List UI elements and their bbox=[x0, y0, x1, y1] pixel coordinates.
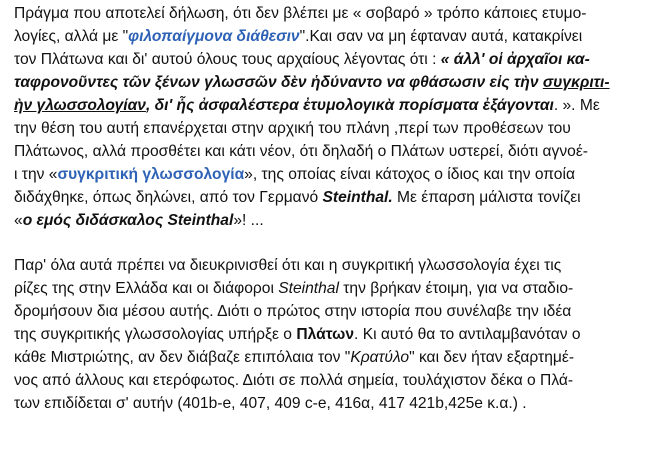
p1-line-9 bbox=[14, 186, 654, 209]
text-span: των επιδίδεται σ' αυτήν (401b-e, 407, 409 c-e, 416α, 417 421b,425e κ.α.) . bbox=[14, 395, 527, 412]
p1-line-8 bbox=[14, 163, 654, 186]
text-span: της συγκριτικής γλωσσολογίας υπήρξε ο bbox=[14, 326, 297, 343]
highlighted-phrase: φιλοπαίγμονα διάθεσιν bbox=[128, 28, 300, 45]
highlighted-phrase: συγκριτική γλωσσολογία bbox=[57, 166, 245, 183]
p1-line-5 bbox=[14, 94, 654, 117]
p2-line-7 bbox=[14, 392, 654, 415]
text-span: τον Πλάτωνα και δι' αυτού όλους τους αρχαίους λέγοντας ότι : bbox=[14, 51, 441, 68]
work-title: Κρατύλο bbox=[350, 349, 410, 366]
ancient-greek-quote: ταφρονοῦντες τῶν ξένων γλωσσῶν δὲν ἠδύναντο να φθάσωσιν εἰς τὴν bbox=[14, 74, 543, 91]
text-span: Με έπαρση μάλιστα τονίζει bbox=[392, 189, 581, 206]
p2-line-2 bbox=[14, 277, 654, 300]
ancient-greek-quote: « άλλ' οἱ ἀρχαῖοι κα- bbox=[440, 51, 590, 68]
text-span: « bbox=[14, 212, 23, 229]
p1-line-6 bbox=[14, 117, 654, 140]
p1-line-3 bbox=[14, 48, 654, 71]
text-span: ".Και σαν να μη έφταναν αυτά, κατακρίνει bbox=[299, 28, 583, 45]
paragraph-1 bbox=[14, 2, 654, 232]
emphasized-name: Steinthal bbox=[278, 280, 339, 297]
text-span: την θέση του αυτή επανέρχεται στην αρχική του πλάνη ,περί των προθέσεων του bbox=[14, 120, 571, 137]
underlined-quote: ὴν γλωσσολογίαν bbox=[14, 97, 146, 114]
p1-line-10 bbox=[14, 209, 654, 232]
emphasized-quote: ο εμός διδάσκαλος Steinthal bbox=[22, 212, 234, 229]
text-span: νος από άλλους και ετερόφωτος. Διότι σε πολλά σημεία, τουλάχιστον δέκα ο Πλά- bbox=[14, 372, 574, 389]
p1-line-1 bbox=[14, 2, 654, 25]
p2-line-6 bbox=[14, 369, 654, 392]
emphasized-name: Steinthal. bbox=[322, 189, 393, 206]
p2-line-4 bbox=[14, 323, 654, 346]
p1-line-7 bbox=[14, 140, 654, 163]
text-span: ρίζες της στην Ελλάδα και οι διάφοροι bbox=[14, 280, 279, 297]
text-span: λογίες, αλλά με " bbox=[14, 28, 129, 45]
text-span: »! ... bbox=[233, 212, 264, 229]
text-span: . ». Με bbox=[553, 97, 600, 114]
text-span: . Κι αυτό θα το αντιλαμβανόταν ο bbox=[354, 326, 581, 343]
p1-line-4 bbox=[14, 71, 654, 94]
text-span: Παρ' όλα αυτά πρέπει να διευκρινισθεί ότι και η συγκριτική γλωσσολογία έχει τις bbox=[14, 257, 562, 274]
p2-line-1 bbox=[14, 254, 654, 277]
paragraph-gap bbox=[14, 232, 654, 254]
text-span: ι την « bbox=[14, 166, 58, 183]
text-span: δρομήσουν δια μέσου αυτής. Διότι ο πρώτος στην ιστορία που συνέλαβε την ιδέα bbox=[14, 303, 572, 320]
text-span: », της οποίας είναι κάτοχος ο ίδιος και την οποία bbox=[244, 166, 575, 183]
text-span: διδάχθηκε, όπως δηλώνει, από τον Γερμανό bbox=[14, 189, 323, 206]
p1-line-2 bbox=[14, 25, 654, 48]
text-span: Πράγμα που αποτελεί δήλωση, ότι δεν βλέπει με « σοβαρό » τρόπο κάποιες ετυμο- bbox=[14, 5, 587, 22]
text-span: κάθε Μιστριώτης, αν δεν διάβαζε επιπόλαια τον " bbox=[14, 349, 351, 366]
p2-line-3 bbox=[14, 300, 654, 323]
text-span: την βρήκαν έτοιμη, για να σταδιο- bbox=[338, 280, 574, 297]
ancient-greek-quote: , δι' ἧς ἀσφαλέστερα ἐτυμολογικὰ πορίσματα ἐξάγονται bbox=[145, 97, 554, 114]
underlined-quote: συγκριτι- bbox=[542, 74, 610, 91]
p2-line-5 bbox=[14, 346, 654, 369]
text-span: " και δεν ήταν εξαρτημέ- bbox=[409, 349, 575, 366]
paragraph-2 bbox=[14, 254, 654, 415]
document-page bbox=[14, 0, 654, 415]
emphasized-name: Πλάτων bbox=[296, 326, 355, 343]
text-span: Πλάτωνος, αλλά προσθέτει και κάτι νέον, ότι δηλαδή ο Πλάτων υστερεί, διότι αγνοέ- bbox=[14, 143, 588, 160]
